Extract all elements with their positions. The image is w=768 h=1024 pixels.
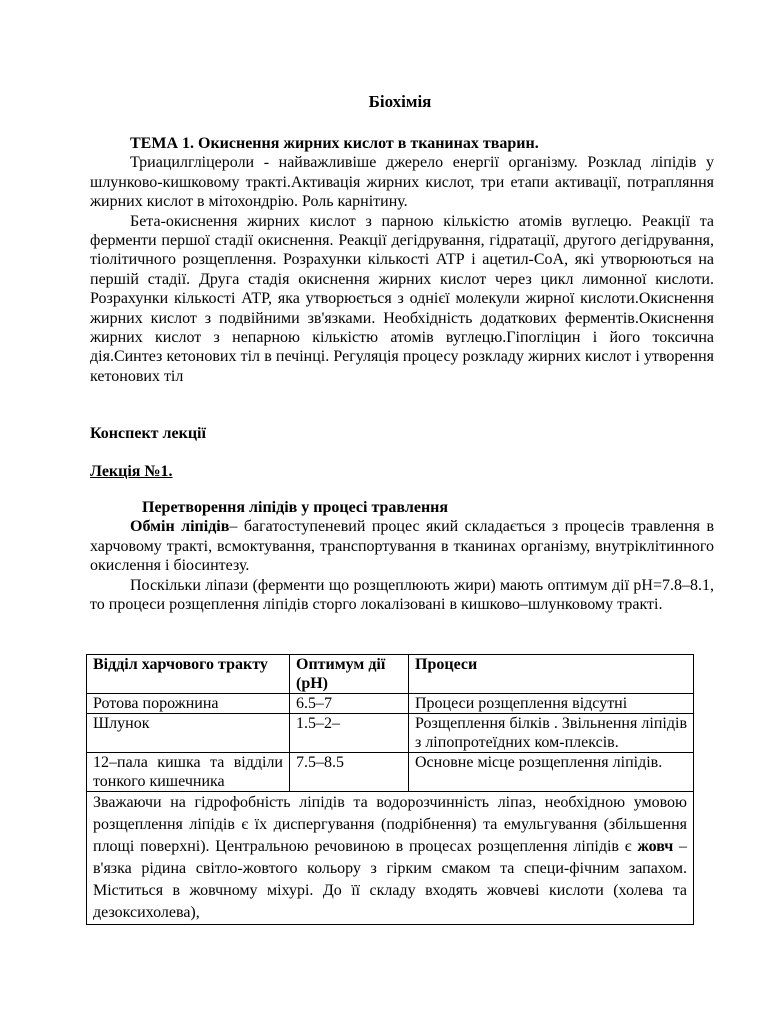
lecture-number: Лекція №1.: [90, 463, 173, 480]
topic-paragraph-2: Бета-окиснення жирних кислот з парною кількістю атомів вуглецю. Реакції та ферменти першої стадії окиснення. Реакції дегідрування, гідратації, другого дегідрування, тіолітичного розщеплення. Розрахунки кількості АТР і ацетил-СоА, які утворюються на першій стадії. Друга стадія окиснення жирних кислот через цикл лимонної кислоти. Розрахунки кількості АТР, яка утворюється з однієї молекули жирної кислоти.Окиснення жирних кислот з подвійними зв'язками. Необхідність додаткових ферментів.Окиснення жирних кислот з непарною кількістю атомів вуглецю.Гіпогліцин і його токсична дія.Синтез кетонових тіл в печінці. Регуляція процесу розкладу жирних кислот і утворення кетонових тіл: [90, 212, 714, 385]
table-cell: 6.5–7: [290, 694, 409, 714]
section-paragraph-1-text: – багатоступеневий процес який складається з процесів травлення в харчовому тракті, всмоктування, транспортування в тканинах організму, внутріклітинного окислення і біосинтезу.: [90, 518, 715, 575]
section-block: [90, 498, 714, 614]
table-note-row: [87, 792, 694, 925]
topic-block: [90, 134, 714, 386]
table-note-term: жовч: [637, 838, 674, 855]
section-paragraph-2: Поскільки ліпази (ферменти що розщеплюють жири) мають оптимум дії pH=7.8–8.1, то процеси розщеплення ліпідів сторго локалізовані в кишково–шлунковому тракті.: [90, 576, 714, 614]
table-cell: 1.5–2–: [290, 714, 409, 753]
table-header-row: [87, 655, 694, 694]
table-cell: 12–пала кишка та відділи тонкого кишечника: [87, 753, 290, 792]
section-term: Обмін ліпідів: [130, 518, 230, 536]
table-cell: Основне місце розщеплення ліпідів.: [409, 753, 694, 792]
document-title: Біохімія: [368, 92, 432, 111]
table-note: [87, 792, 694, 925]
topic-paragraph-1: Триацилгліцероли - найважливіше джерело енергії організму. Розклад ліпідів у шлунково-кишковому тракті.Активація жирних кислот, три етапи активації, потрапляння жирних кислот в мітохондрію. Роль карнітину.: [90, 154, 714, 211]
digestion-table: [86, 654, 694, 925]
table-header-cell: Оптимум дії (pH): [290, 655, 409, 694]
table-header-cell: Відділ харчового тракту: [87, 655, 290, 694]
table-cell: Процеси розщеплення відсутні: [409, 694, 694, 714]
section-paragraph-1: [90, 517, 714, 575]
table-cell: Розщеплення білків . Звільнення ліпідів з ліпопротеїдних ком-плексів.: [409, 714, 694, 753]
table-row: [87, 714, 694, 753]
table-cell: Ротова порожнина: [87, 694, 290, 714]
section-heading: Перетворення ліпідів у процесі травлення: [142, 499, 449, 516]
lecture-notes-heading: Конспект лекції: [90, 425, 206, 442]
table-cell: Шлунок: [87, 714, 290, 753]
table-row: [87, 694, 694, 714]
table-cell: 7.5–8.5: [290, 753, 409, 792]
table-row: [87, 753, 694, 792]
table-note-text-after: – в'язка рідина світло-жовтого кольору з гірким смаком та специ-фічним запахом. Міститься в жовчному міхурі. До її складу входять жовчеві кислоти (холева та дезоксихолева),: [93, 838, 688, 921]
topic-heading: ТЕМА 1. Окиснення жирних кислот в тканинах тварин.: [130, 135, 539, 152]
table-header-cell: Процеси: [409, 655, 694, 694]
table-note-text-before: Зважаючи на гідрофобність ліпідів та водорозчинність ліпаз, необхідною умовою розщеплення ліпідів є їх диспергування (подрібнення) та емульгування (збільшення площі поверхні). Центральною речовиною в процесах розщеплення ліпідів є: [93, 794, 687, 855]
